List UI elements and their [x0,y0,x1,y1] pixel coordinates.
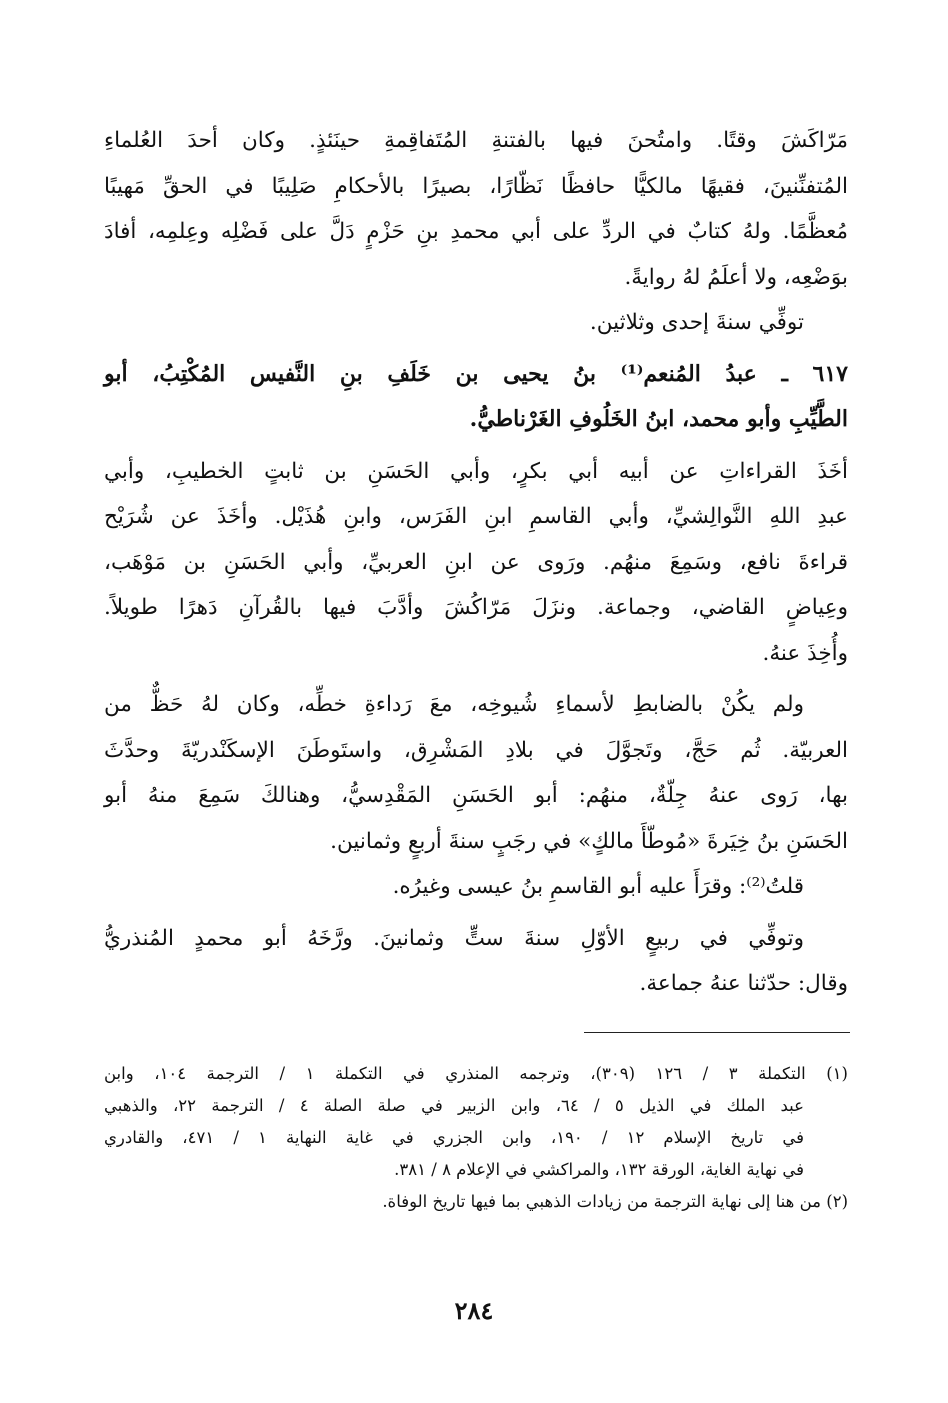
text-line: الحَسَنِ بنُ خِيَرةَ «مُوطّأَ مالكٍ» في رجَبٍ سنةَ أربعٍ وثمانين. [330,828,848,854]
text-line: المُتفنِّنينَ، فقيهًا مالكيًّا حافظًا نَظّارًا، بصيرًا بالأحكامِ صَلِيبًا في الحقِّ مَهيبًا [104,173,848,199]
entry-heading: ٦١٧ ـ عبدُ المُنعم⁽¹⁾ بنُ يحيى بن خَلَفِ بنِ النَّفيس المُكْتِبُ، أبو [104,360,848,387]
footnote-line: في تاريخ الإسلام ١٢ / ١٩٠، وابن الجزري في غاية النهاية ١ / ٤٧١، والقادري [104,1128,804,1147]
footnote-line: في نهاية الغاية، الورقة ١٣٢، والمراكشي في الإعلام ٨ / ٣٨١. [394,1160,804,1179]
text-line: عبدِ اللهِ النَّوالِشيِّ، وأبي القاسمِ ابنِ الفَرَس، وابنِ هُذَيْل. وأخَذَ عن شُرَيْح [104,504,848,529]
text-line: وقال: حدّثنا عنهُ جماعة. [639,971,848,996]
death-note: توفِّي سنةَ إحدى وثلاثين. [589,310,804,335]
footnote-line: (٢) من هنا إلى نهاية الترجمة من زيادات الذهبي بما فيها تاريخ الوفاة. [382,1192,848,1211]
page-number: ٢٨٤ [454,1296,494,1325]
text-line: وعِياضٍ القاضي، وجماعة. ونزَلَ مَرّاكُشَ وأدَّبَ فيها بالقُرآنِ دَهرًا طويلاً. [104,595,848,620]
text-line: ولم يكُنْ بالضابطِ لأسماءِ شُيوخِه، معَ رَداءةِ خطِّه، وكان لهُ حَظٌّ من [104,692,804,717]
text-line: العربيّة. ثُم حَجَّ، وتَجوَّلَ في بلادِ المَشْرِق، واستَوطَنَ الإسكَنْدريّةَ وحدَّثَ [104,737,848,763]
text-line: بها، رَوى عنهُ جِلّةٌ، منهُم: أبو الحَسَنِ المَقْدِسيُّ، وهنالكَ سَمِعَ منهُ أبو [104,783,848,808]
text-line: مُعظَّمًا. ولهُ كتابٌ في الردِّ على أبي محمدِ بنِ حَزْمٍ دَلَّ على فَضْلِه وعِلمِه، أفادَ [104,219,848,244]
text-line: وأُخِذَ عنهُ. [762,640,848,666]
text-line: وتوفِّي في ربيعٍ الأوّلِ سنةَ ستٍّ وثمانينَ. ورَّخَهُ أبو محمدٍ المُنذريُّ [104,925,804,951]
text-line: قراءةَ نافع، وسَمِعَ منهُم. ورَوى عن ابنِ العربيِّ، وأبي الحَسَنِ بن مَوْهَب، [104,549,848,575]
author-note: قلتُ⁽²⁾: وقرَأَ عليه أبو القاسمِ بنُ عيسى وغيرُه. [392,874,804,899]
footnote-line: عبد الملك في الذيل ٥ / ٦٤، وابن الزبير في صلة الصلة ٤ / الترجمة ٢٢، والذهبي [104,1096,804,1115]
main-text [104,118,848,1007]
footnotes [104,1058,848,1218]
footnote-line: (١) التكملة ٣ / ١٢٦ (٣٠٩)، وترجمه المنذري في التكملة ١ / الترجمة ١٠٤، وابن [104,1064,848,1083]
text-line: أخَذَ القراءاتِ عن أبيه أبي بكرٍ، وأبي الحَسَنِ بن ثابتٍ الخطيبِ، وأبي [104,458,848,484]
footnote-separator [584,1032,850,1033]
text-line: بوَضْعِه، ولا أعلَمُ لهُ روايةً. [624,264,848,290]
entry-heading: الطَّيِّبِ وأبو محمد، ابنُ الخَلُوفِ الغَرْناطيُّ. [469,406,848,432]
text-line: مَرّاكَشَ وقتًا. وامتُحنَ فيها بالفتنةِ المُتَفاقِمةِ حينَئذٍ. وكان أحدَ العُلماءِ [104,128,848,153]
